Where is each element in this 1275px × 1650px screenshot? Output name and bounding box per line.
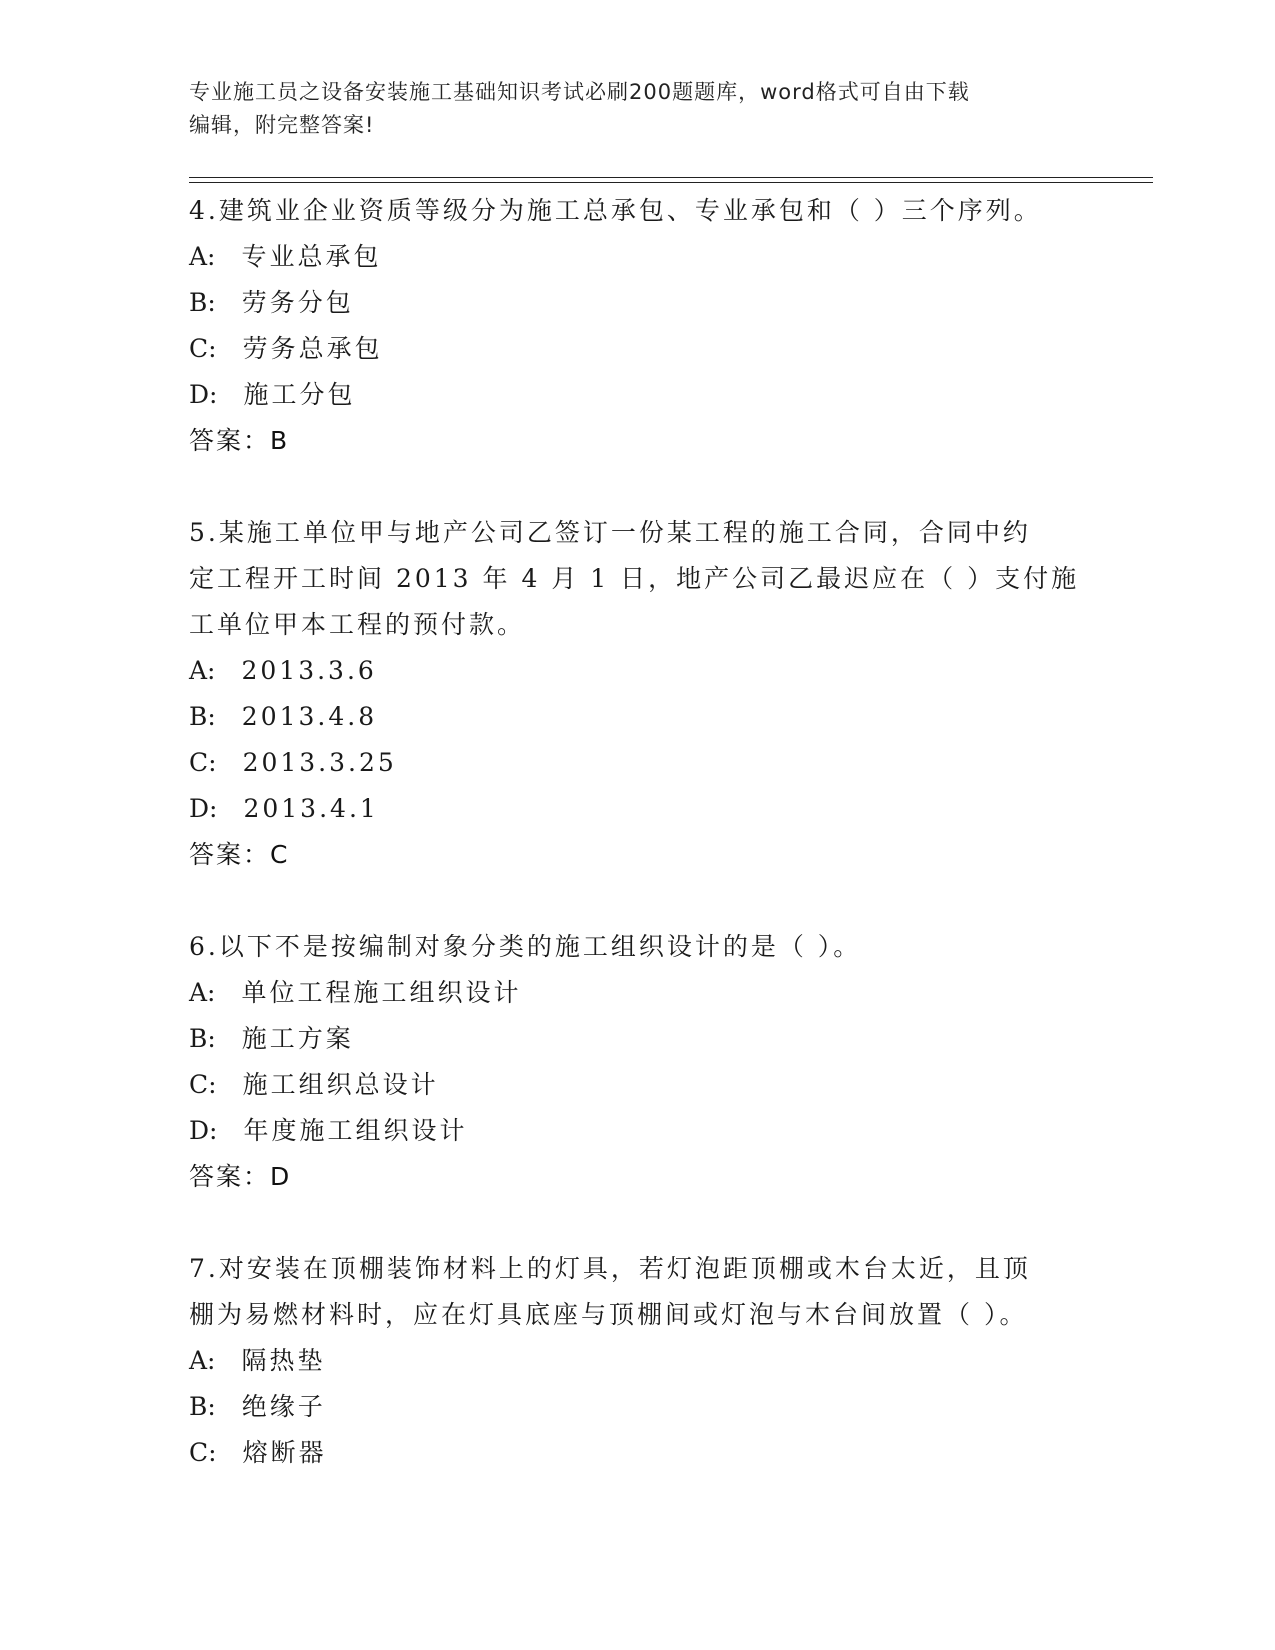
option-text: 2013.3.25 xyxy=(242,748,397,777)
option-text: 2013.4.8 xyxy=(241,702,378,731)
question-stem-line: 定工程开工时间 2013 年 4 月 1 日，地产公司乙最迟应在（ ）支付施 xyxy=(189,564,1080,593)
document-header xyxy=(189,76,1089,142)
option-text: 单位工程施工组织设计 xyxy=(241,978,522,1007)
answer-label: 答案：C xyxy=(189,840,290,869)
option-letter: B: xyxy=(189,288,216,317)
option-b xyxy=(189,694,1119,740)
option-c xyxy=(189,1430,1119,1476)
option-c xyxy=(189,740,1119,786)
option-letter: D: xyxy=(189,1116,218,1145)
option-a xyxy=(189,1338,1119,1384)
header-divider-bottom xyxy=(189,182,1153,183)
option-text: 年度施工组织设计 xyxy=(243,1116,468,1145)
option-a xyxy=(189,234,1119,280)
question-6 xyxy=(189,924,1119,1200)
option-letter: B: xyxy=(189,1024,216,1053)
header-divider-top xyxy=(189,177,1153,178)
option-text: 绝缘子 xyxy=(241,1392,326,1421)
question-stem xyxy=(189,510,1119,648)
question-list xyxy=(189,188,1119,1476)
answer-label: 答案：D xyxy=(189,1162,292,1191)
option-d xyxy=(189,372,1119,418)
option-letter: B: xyxy=(189,1392,216,1421)
option-c xyxy=(189,326,1119,372)
question-stem xyxy=(189,188,1119,234)
option-text: 劳务分包 xyxy=(241,288,354,317)
header-line-1: 专业施工员之设备安装施工基础知识考试必刷200题题库，word格式可自由下载 xyxy=(189,80,970,104)
question-stem-line: 7.对安装在顶棚装饰材料上的灯具，若灯泡距顶棚或木台太近，且顶 xyxy=(189,1254,1031,1283)
option-letter: A: xyxy=(189,1346,216,1375)
option-text: 专业总承包 xyxy=(241,242,382,271)
answer-label: 答案：B xyxy=(189,426,290,455)
option-a xyxy=(189,648,1119,694)
option-text: 劳务总承包 xyxy=(242,334,383,363)
option-d xyxy=(189,1108,1119,1154)
header-line-2: 编辑，附完整答案! xyxy=(189,113,375,137)
question-stem xyxy=(189,924,1119,970)
option-text: 施工组织总设计 xyxy=(242,1070,439,1099)
option-letter: A: xyxy=(189,978,216,1007)
question-stem-line: 4.建筑业企业资质等级分为施工总承包、专业承包和（ ）三个序列。 xyxy=(189,196,1042,225)
question-stem-line: 棚为易燃材料时，应在灯具底座与顶棚间或灯泡与木台间放置（ ）。 xyxy=(189,1300,1028,1329)
option-text: 2013.4.1 xyxy=(243,794,379,823)
option-letter: C: xyxy=(189,748,217,777)
question-stem-line: 工单位甲本工程的预付款。 xyxy=(189,610,526,639)
option-letter: A: xyxy=(189,242,216,271)
option-letter: A: xyxy=(189,656,216,685)
option-letter: D: xyxy=(189,380,218,409)
option-d xyxy=(189,786,1119,832)
option-c xyxy=(189,1062,1119,1108)
question-4 xyxy=(189,188,1119,464)
option-letter: B: xyxy=(189,702,216,731)
option-b xyxy=(189,280,1119,326)
option-text: 施工分包 xyxy=(243,380,356,409)
option-b xyxy=(189,1016,1119,1062)
option-letter: C: xyxy=(189,334,217,363)
question-stem-line: 5.某施工单位甲与地产公司乙签订一份某工程的施工合同，合同中约 xyxy=(189,518,1031,547)
question-stem-line: 6.以下不是按编制对象分类的施工组织设计的是（ ）。 xyxy=(189,932,862,961)
option-text: 熔断器 xyxy=(242,1438,327,1467)
option-letter: C: xyxy=(189,1070,217,1099)
option-text: 2013.3.6 xyxy=(241,656,377,685)
option-a xyxy=(189,970,1119,1016)
option-letter: D: xyxy=(189,794,218,823)
question-5 xyxy=(189,510,1119,878)
option-text: 隔热垫 xyxy=(241,1346,326,1375)
option-text: 施工方案 xyxy=(241,1024,354,1053)
option-letter: C: xyxy=(189,1438,217,1467)
option-b xyxy=(189,1384,1119,1430)
question-stem xyxy=(189,1246,1119,1338)
question-7 xyxy=(189,1246,1119,1476)
